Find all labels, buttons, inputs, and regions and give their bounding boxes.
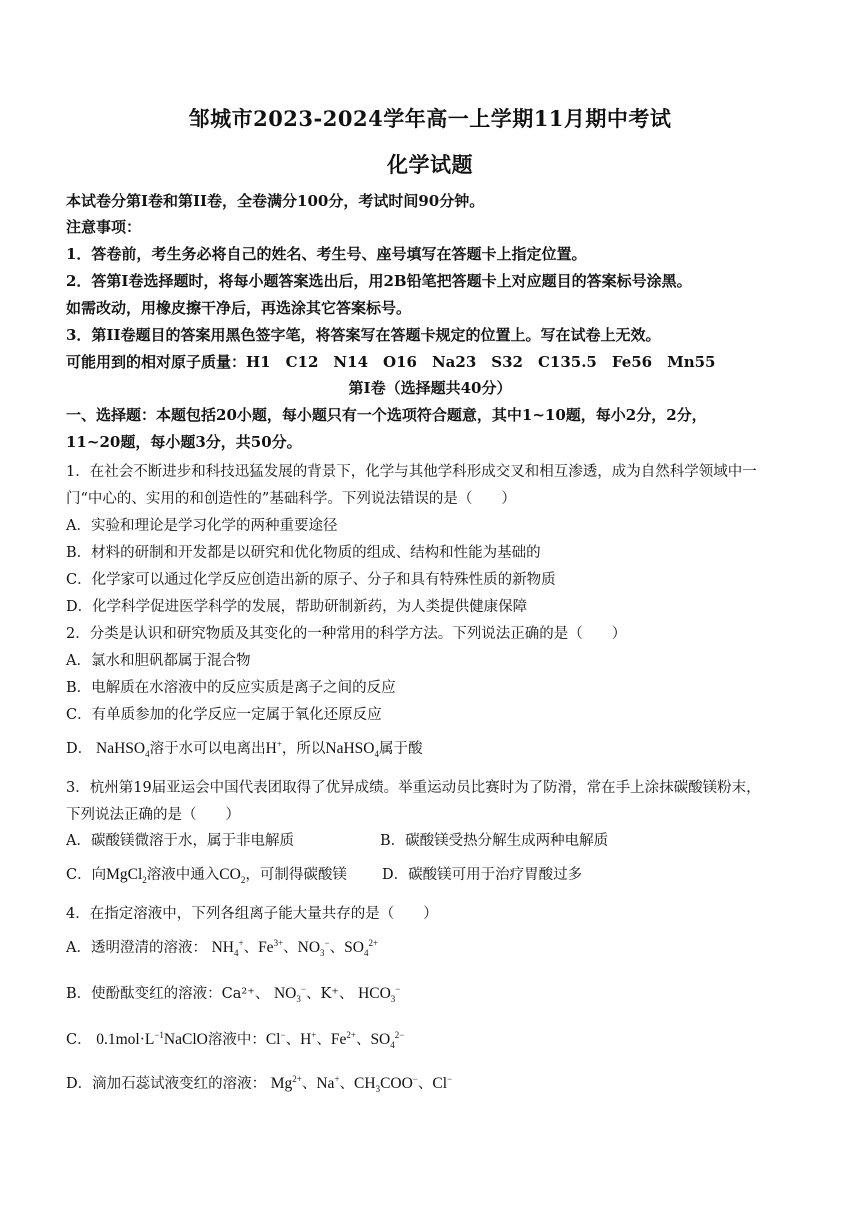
ion	[266, 1031, 286, 1048]
formula	[266, 740, 282, 757]
superscript: 2+	[292, 1073, 302, 1084]
option-text: 溶液中：	[207, 1032, 266, 1048]
section-instruction-cont: 11~20题，每小题3分，共50分。	[66, 433, 302, 451]
ion-body: Fe	[330, 1031, 347, 1048]
question-1-option-d: D．化学科学促进医学科学的发展，帮助研制新药，为人类提供健康保障	[66, 599, 528, 615]
ion-body: SO	[344, 939, 364, 956]
ion-body: H	[300, 1031, 312, 1048]
ion-body: CH	[354, 1075, 376, 1092]
ion	[316, 1075, 339, 1092]
formula	[219, 866, 246, 886]
ion-body: NO	[273, 985, 297, 1002]
superscript: 2+	[346, 1029, 356, 1040]
superscript: +	[334, 1073, 340, 1084]
option-prefix: D．	[66, 741, 93, 757]
separator: 、	[329, 940, 345, 956]
notice-heading: 注意事项：	[66, 218, 142, 236]
question-2-option-d	[66, 737, 422, 758]
exam-title: 邹城市2023-2024学年高一上学期11月期中考试	[188, 106, 672, 131]
question-1-option-a: A．实验和理论是学习化学的两种重要途径	[66, 518, 338, 534]
question-3-stem-cont: 下列说法正确的是（ ）	[66, 807, 240, 823]
question-3-option-a: A．碳酸镁微溶于水，属于非电解质	[66, 833, 294, 849]
ion	[370, 1029, 405, 1051]
option-prefix: B．使酚酞变红的溶液：	[66, 986, 222, 1002]
superscript: −1	[154, 1029, 164, 1040]
question-3-option-b: B．碳酸镁受热分解生成两种电解质	[380, 833, 609, 849]
question-4-option-c	[66, 1028, 404, 1049]
formula-body: NaHSO	[96, 740, 146, 757]
question-1-option-b: B．材料的研制和开发都是以研究和优化物质的组成、结构和性能为基础的	[66, 545, 541, 561]
ion: Ca²⁺	[221, 986, 255, 1002]
superscript: +	[276, 738, 282, 749]
ion-body: Mg	[270, 1075, 293, 1092]
ion	[211, 937, 244, 959]
ion-body: NO	[297, 939, 321, 956]
ion	[354, 1073, 418, 1095]
formula	[325, 740, 379, 760]
subscript: 4	[233, 948, 239, 959]
formula-body: MgCl	[106, 866, 143, 883]
question-3-option-c	[66, 863, 347, 884]
formula	[106, 866, 147, 886]
question-2-stem: 2．分类是认识和研究物质及其变化的一种常用的科学方法。下列说法正确的是（ ）	[66, 626, 627, 642]
separator: 、	[316, 1032, 331, 1048]
question-1-stem: 1．在社会不断进步和科技迅猛发展的背景下，化学与其他学科形成交叉和相互渗透，成为自然科学领域中一	[66, 464, 757, 480]
subscript: 3	[390, 994, 396, 1005]
formula-body: NaHSO	[325, 740, 375, 757]
subscript: 4	[390, 1040, 395, 1051]
subscript: 3	[320, 948, 325, 959]
superscript: +	[311, 1029, 317, 1040]
question-4-option-b	[66, 982, 400, 1003]
separator: 、	[339, 1076, 355, 1092]
ion	[358, 983, 401, 1005]
option-prefix: D．滴加石蕊试液变红的溶液：	[66, 1076, 267, 1092]
ion: K⁺	[320, 986, 339, 1002]
option-text: 溶液中通入	[146, 867, 220, 883]
separator: 、	[301, 1076, 317, 1092]
option-text: ，所以	[281, 741, 326, 757]
ion-body: NH	[211, 939, 234, 956]
question-4-option-a	[66, 936, 378, 957]
option-text: 属于酸	[378, 741, 423, 757]
ion-body: Na	[316, 1075, 335, 1092]
ion	[300, 1031, 316, 1048]
superscript: −	[280, 1029, 286, 1040]
ion	[432, 1075, 452, 1092]
formula	[92, 740, 150, 760]
separator: 、	[417, 1076, 433, 1092]
superscript: −	[300, 983, 306, 994]
separator: 、	[305, 986, 321, 1002]
superscript: 3+	[273, 937, 284, 948]
notice-item-2: 2．答第I卷选择题时，将每小题答案选出后，用2B铅笔把答题卡上对应题目的答案标号涂黑。	[66, 272, 692, 290]
question-4-stem: 4．在指定溶液中，下列各组离子能大量共存的是（ ）	[66, 906, 438, 922]
superscript: −	[324, 937, 330, 948]
question-2-option-a: A．氯水和胆矾都属于混合物	[66, 653, 251, 669]
notice-item-1: 1．答卷前，考生务必将自己的姓名、考生号、座号填写在答题卡上指定位置。	[66, 245, 587, 263]
option-text: ，可制得碳酸镁	[245, 867, 347, 883]
ion-body: Cl	[432, 1075, 448, 1092]
option-prefix: C．	[66, 1032, 92, 1048]
ion	[344, 937, 379, 959]
superscript: +	[238, 937, 244, 948]
question-1-stem-cont: 门“中心的、实用的和创造性的”基础科学。下列说法错误的是（ ）	[66, 491, 516, 507]
separator: 、	[254, 986, 270, 1002]
subscript: 4	[363, 948, 369, 959]
subscript: 2	[240, 875, 246, 886]
ion-body: HCO	[358, 985, 391, 1002]
ion	[331, 1031, 356, 1048]
option-prefix: C．向	[66, 867, 107, 883]
ion-body: SO	[370, 1031, 391, 1048]
question-4-option-d	[66, 1072, 452, 1093]
intro-line: 本试卷分第I卷和第II卷，全卷满分100分，考试时间90分钟。	[66, 192, 485, 210]
notice-item-2-cont: 如需改动，用橡皮擦干净后，再选涂其它答案标号。	[66, 299, 412, 317]
question-3-stem: 3．杭州第19届亚运会中国代表团取得了优异成绩。举重运动员比赛时为了防滑，常在手上涂抹碳酸镁粉末，	[66, 780, 761, 796]
section-instruction: 一、选择题：本题包括20小题，每小题只有一个选项符合题意，其中1~10题，每小2分，2分，	[66, 406, 707, 424]
formula-body: NaClO	[163, 1031, 208, 1048]
separator: 、	[355, 1032, 371, 1048]
ion	[271, 1075, 302, 1092]
question-3-option-d: D．碳酸镁可用于治疗胃酸过多	[382, 867, 583, 883]
option-prefix: A．透明澄清的溶液：	[66, 940, 207, 956]
separator: 、	[243, 940, 259, 956]
superscript: 2−	[394, 1029, 405, 1040]
subscript: 4	[145, 749, 150, 760]
section-heading: 第I卷（选择题共40分）	[348, 379, 512, 397]
separator: 、	[338, 986, 354, 1002]
superscript: 2+	[368, 937, 379, 948]
question-2-option-b: B．电解质在水溶液中的反应实质是离子之间的反应	[66, 680, 396, 696]
formula-body: H	[265, 740, 277, 757]
superscript: −	[395, 983, 401, 994]
superscript: −	[412, 1073, 418, 1084]
ion-body: Cl	[265, 1031, 281, 1048]
ion	[258, 939, 283, 956]
notice-item-3: 3．第II卷题目的答案用黑色签字笔，将答案写在答题卡规定的位置上。写在试卷上无效。	[66, 326, 661, 344]
exam-subtitle: 化学试题	[387, 152, 473, 177]
formula-body: CO	[219, 866, 241, 883]
ion-body: COO	[380, 1075, 413, 1092]
separator: 、	[283, 940, 298, 956]
subscript: 3	[375, 1084, 381, 1095]
question-2-option-c: C．有单质参加的化学反应一定属于氧化还原反应	[66, 707, 382, 723]
superscript: −	[447, 1073, 453, 1084]
ion-body: Fe	[258, 939, 274, 956]
ion	[297, 937, 330, 959]
subscript: 3	[296, 994, 301, 1005]
ion	[273, 983, 306, 1005]
concentration	[96, 1031, 208, 1048]
separator: 、	[285, 1032, 301, 1048]
concentration-value: 0.1mol·L	[96, 1031, 155, 1048]
atomic-masses: 可能用到的相对原子质量：H1 C12 N14 O16 Na23 S32 C135.5 Fe56 Mn55	[66, 353, 716, 371]
option-text: 溶于水可以电离出	[149, 741, 266, 757]
question-1-option-c: C．化学家可以通过化学反应创造出新的原子、分子和具有特殊性质的新物质	[66, 572, 556, 588]
subscript: 2	[142, 875, 147, 886]
subscript: 4	[374, 749, 379, 760]
